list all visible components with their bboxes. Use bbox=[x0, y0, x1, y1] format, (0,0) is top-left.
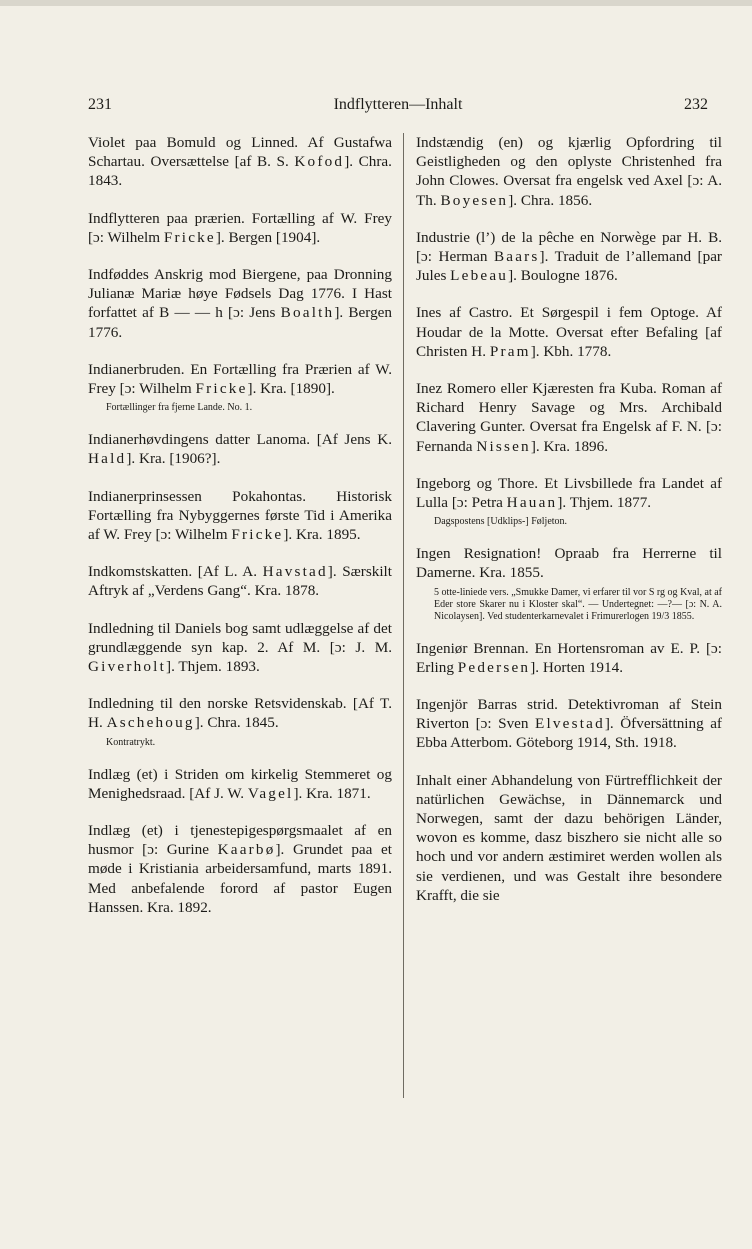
author-name: Aschehoug bbox=[106, 714, 195, 732]
catalog-entry bbox=[416, 771, 722, 905]
right-column bbox=[416, 133, 722, 923]
catalog-entry bbox=[416, 228, 722, 286]
author-name: Nissen bbox=[476, 437, 531, 455]
entry-text: ]. Chra. 1843. bbox=[88, 153, 392, 190]
entry-text: ]. Kra. 1895. bbox=[283, 526, 361, 544]
running-title: Indflytteren—Inhalt bbox=[333, 96, 463, 113]
entry-text: ]. Kra. 1871. bbox=[293, 784, 371, 802]
entry-text: Indlæg (et) i tjenestepigespørgsmaalet af en husmor [ɔ: Gurine bbox=[88, 822, 392, 859]
entry-text: Indflytteren paa prærien. Fortælling af W. Frey [ɔ: Wilhelm bbox=[88, 209, 392, 246]
page-number-left: 231 bbox=[88, 96, 112, 113]
entry-text: Indianerprinsessen Pokahontas. Historisk Fortælling fra Nybyggernes første Tid i Amerika af W. Frey [ɔ: Wilhelm bbox=[88, 487, 392, 544]
catalog-entry bbox=[416, 639, 722, 677]
catalog-entry bbox=[88, 209, 392, 247]
entry-text: Indlæg (et) i Striden om kirkelig Stemmeret og Menighedsraad. [Af J. W. bbox=[88, 765, 392, 802]
entry-text: ]. Traduit de l’allemand [par Jules bbox=[416, 248, 722, 285]
page-number-right: 232 bbox=[684, 96, 708, 113]
catalog-entry bbox=[88, 694, 392, 732]
entry-text: ]. Öfversättning af Ebba Atterbom. Göteborg 1914, Sth. 1918. bbox=[416, 715, 722, 752]
entry-text: ]. Kra. [1890]. bbox=[247, 380, 335, 398]
entry-text: ]. Grundet paa et møde i Kristiania arbeidersamfund, marts 1891. Med anbefalende forord af pastor Eugen Hanssen. Kra. 1892. bbox=[88, 841, 392, 916]
entry-text: Indianerhøvdingens datter Lanoma. [Af Jens K. bbox=[88, 431, 392, 449]
entry-text: Inez Romero eller Kjæresten fra Kuba. Roman af Richard Henry Savage og Mrs. Archibald Clavering Gunter. Oversat fra Engelsk af F. N. [ɔ: Fernanda bbox=[416, 380, 722, 455]
entry-text: Indianerbruden. En Fortælling fra Prærien af W. Frey [ɔ: Wilhelm bbox=[88, 360, 392, 398]
entry-text: ]. Bergen 1776. bbox=[88, 304, 393, 341]
author-name: Vagel bbox=[247, 784, 294, 802]
author-name: Hald bbox=[88, 450, 127, 468]
entry-text: Industrie (l’) de la pêche en Norwège par H. B. [ɔ: Herman bbox=[416, 228, 722, 266]
author-name: Pedersen bbox=[457, 658, 531, 676]
catalog-entry bbox=[88, 360, 392, 398]
author-name: Boalth bbox=[280, 304, 335, 322]
catalog-entry bbox=[88, 765, 392, 803]
author-name: Fricke bbox=[163, 228, 216, 246]
entry-text: ]. Særskilt Aftryk af „Verdens Gang“. Kra. 1878. bbox=[88, 563, 392, 600]
entry-text: ]. Chra. 1845. bbox=[194, 714, 279, 732]
entry-text: Ingeniør Brennan. En Hortensroman av E. P. [ɔ: Erling bbox=[416, 639, 722, 676]
entry-text: Indstændig (en) og kjærlig Opfordring til Geistligheden og den oplyste Christenhed fra John Clowes. Oversat fra engelsk ved Axel [ɔ: A. Th. bbox=[416, 134, 722, 209]
catalog-entry bbox=[88, 487, 392, 545]
author-name: Havstad bbox=[262, 563, 328, 581]
entry-text: Violet paa Bomuld og Linned. Af Gustafwa Schartau. Oversættelse [af B. S. bbox=[88, 134, 392, 171]
entry-text: Indledning til den norske Retsvidenskab. [Af T. H. bbox=[88, 695, 392, 732]
scan-edge bbox=[0, 0, 752, 6]
catalog-entry bbox=[416, 544, 722, 582]
catalog-entry bbox=[88, 265, 392, 342]
left-column bbox=[88, 133, 392, 935]
author-name: Giverholt bbox=[88, 658, 167, 676]
entry-text: Indkomstskatten. [Af L. A. bbox=[88, 563, 263, 581]
author-name: Elvestad bbox=[534, 715, 605, 733]
entry-note: Kontratrykt. bbox=[106, 736, 156, 748]
entry-text: ]. Bergen [1904]. bbox=[215, 228, 321, 246]
entry-text: ]. Horten 1914. bbox=[530, 658, 623, 676]
entry-note: Dagspostens [Udklips-] Føljeton. bbox=[434, 516, 568, 528]
entry-note: 5 otte-liniede vers. „Smukke Damer, vi erfarer til vor S rg og Kval, at af Eder store Skarer nu i Kloster skal“. — Undertegnet: —?— [ɔ: N. A. Nicolaysen]. Ved studenterkarnevalet i Frimurerlogen 19/3 1855. bbox=[434, 586, 722, 622]
entry-text: Ingenjör Barras strid. Detektivroman af Stein Riverton [ɔ: Sven bbox=[416, 696, 722, 733]
catalog-entry bbox=[416, 133, 722, 210]
entry-text: ]. Thjem. 1893. bbox=[166, 658, 260, 676]
entry-text: ]. Chra. 1856. bbox=[508, 191, 593, 209]
catalog-entry bbox=[88, 821, 392, 917]
author-name: Pram bbox=[489, 342, 531, 360]
author-name: Kofod bbox=[294, 153, 345, 171]
catalog-entry bbox=[88, 619, 392, 677]
entry-text: ]. Boulogne 1876. bbox=[508, 267, 618, 285]
catalog-entry bbox=[88, 430, 392, 468]
catalog-entry bbox=[416, 474, 722, 512]
catalog-entry bbox=[416, 379, 722, 456]
author-name: Fricke bbox=[195, 380, 248, 398]
catalog-entry bbox=[416, 695, 722, 753]
catalog-entry bbox=[88, 562, 392, 600]
page-header bbox=[88, 96, 708, 118]
entry-note: Fortællinger fra fjerne Lande. No. 1. bbox=[106, 402, 253, 414]
author-name: Baars bbox=[493, 248, 540, 266]
entry-text: ]. Thjem. 1877. bbox=[557, 494, 652, 512]
entry-text: ]. Kra. [1906?]. bbox=[126, 450, 221, 468]
entry-text: ]. Kra. 1896. bbox=[530, 437, 609, 455]
author-name: Kaarbø bbox=[217, 841, 276, 859]
author-name: Boyesen bbox=[440, 191, 509, 209]
author-name: Hauan bbox=[506, 494, 558, 512]
author-name: Lebeau bbox=[450, 267, 509, 285]
catalog-entry bbox=[88, 133, 392, 191]
entry-text: Ingen Resignation! Opraab fra Herrerne til Damerne. Kra. 1855. bbox=[416, 545, 722, 582]
entry-text: Ines af Castro. Et Sørgespil i fem Optoge. Af Houdar de la Motte. Oversat efter Befaling [af Christen H. bbox=[416, 304, 722, 360]
author-name: Fricke bbox=[231, 526, 284, 544]
entry-text: Indledning til Daniels bog samt udlæggelse af det grundlæggende syn kap. 2. Af M. [ɔ: J. M. bbox=[88, 619, 392, 656]
column-divider bbox=[403, 133, 404, 1098]
entry-text: Inhalt einer Abhandelung von Fürtrefflichkeit der natürlichen Gewächse, in Dännemarck und Norwegen, samt der dazu behörigen Länder, wovon es komme, dasz biszhero sie nicht alle so hoch und vor andern æstimiret werden wollen als sie verdienen, und was Gestalt ihre besondere Krafft, die sie bbox=[416, 771, 722, 904]
entry-text: ]. Kbh. 1778. bbox=[530, 342, 612, 360]
catalog-entry bbox=[416, 303, 722, 361]
entry-text: Ingeborg og Thore. Et Livsbillede fra Landet af Lulla [ɔ: Petra bbox=[416, 474, 722, 512]
entry-text: Indføddes Anskrig mod Biergene, paa Dronning Julianæ Mariæ høye Fødsels Dag 1776. I Hast forfattet af B — — h [ɔ: Jens bbox=[88, 266, 392, 322]
